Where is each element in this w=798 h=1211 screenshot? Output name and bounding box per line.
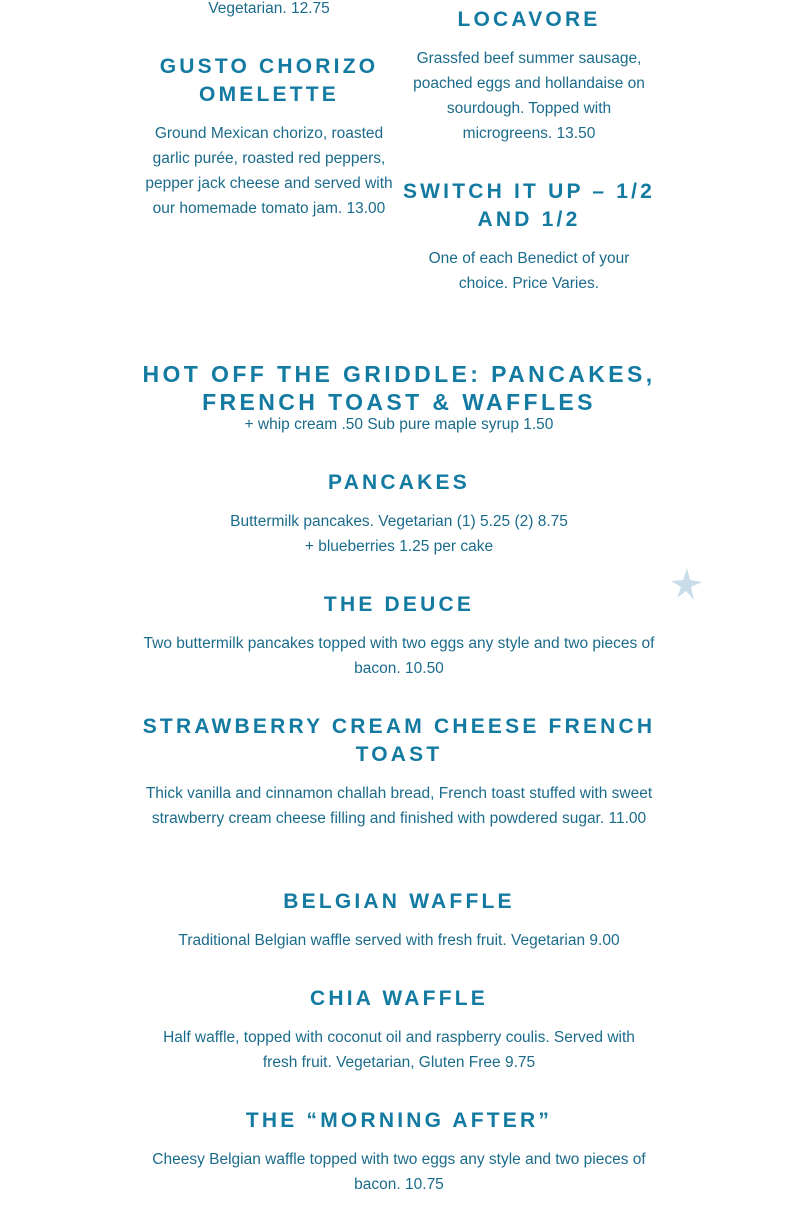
- title-line: AND 1/2: [477, 208, 581, 231]
- desc-line: + blueberries 1.25 per cake: [304, 538, 494, 555]
- title-line: FRENCH TOAST & WAFFLES: [202, 389, 596, 415]
- gusto-chorizo-omelette-description: Ground Mexican chorizo, roasted garlic purée, roasted red peppers, pepper jack cheese and served with our homemade tomato jam. 13.00: [145, 125, 393, 217]
- switch-it-up-description: One of each Benedict of your choice. Price Varies.: [428, 250, 630, 292]
- title-line: TOAST: [355, 743, 443, 766]
- the-deuce-title: THE DEUCE: [323, 593, 475, 616]
- belgian-waffle-title: BELGIAN WAFFLE: [283, 890, 515, 913]
- locavore-description: Grassfed beef summer sausage, poached eggs and hollandaise on sourdough. Topped with microgreens. 13.50: [413, 50, 645, 142]
- pancakes-title: PANCAKES: [328, 471, 470, 494]
- chia-waffle-description: Half waffle, topped with coconut oil and raspberry coulis. Served with fresh fruit. Vegetarian, Gluten Free 9.75: [163, 1029, 635, 1071]
- belgian-waffle-description: Traditional Belgian waffle served with fresh fruit. Vegetarian 9.00: [178, 932, 620, 949]
- title-line: GUSTO CHORIZO: [159, 55, 379, 78]
- locavore-title: LOCAVORE: [457, 8, 601, 31]
- strawberry-french-toast-title: [100, 713, 698, 769]
- griddle-section-title: [100, 360, 698, 416]
- switch-it-up-title: [400, 178, 658, 234]
- title-line: SWITCH IT UP – 1/2: [402, 180, 656, 203]
- title-line: HOT OFF THE GRIDDLE: PANCAKES,: [142, 361, 656, 387]
- strawberry-french-toast-description: Thick vanilla and cinnamon challah bread, French toast stuffed with sweet strawberry cream cheese filling and finished with powdered sugar. 11.00: [145, 785, 653, 827]
- desc-line: Buttermilk pancakes. Vegetarian (1) 5.25 (2) 8.75: [230, 513, 568, 530]
- chia-waffle-title: CHIA WAFFLE: [310, 987, 488, 1010]
- morning-after-title: THE “MORNING AFTER”: [245, 1109, 553, 1132]
- the-deuce-description: Two buttermilk pancakes topped with two eggs any style and two pieces of bacon. 10.50: [143, 635, 655, 677]
- title-line: STRAWBERRY CREAM CHEESE FRENCH: [142, 715, 656, 738]
- gusto-chorizo-omelette-title: [140, 53, 398, 109]
- prev-item-tail: Vegetarian. 12.75: [208, 0, 330, 17]
- title-line: OMELETTE: [199, 83, 339, 106]
- morning-after-description: Cheesy Belgian waffle topped with two eggs any style and two pieces of bacon. 10.75: [152, 1151, 646, 1193]
- pancakes-description: [100, 509, 698, 559]
- griddle-section-subtitle: + whip cream .50 Sub pure maple syrup 1.50: [244, 416, 554, 433]
